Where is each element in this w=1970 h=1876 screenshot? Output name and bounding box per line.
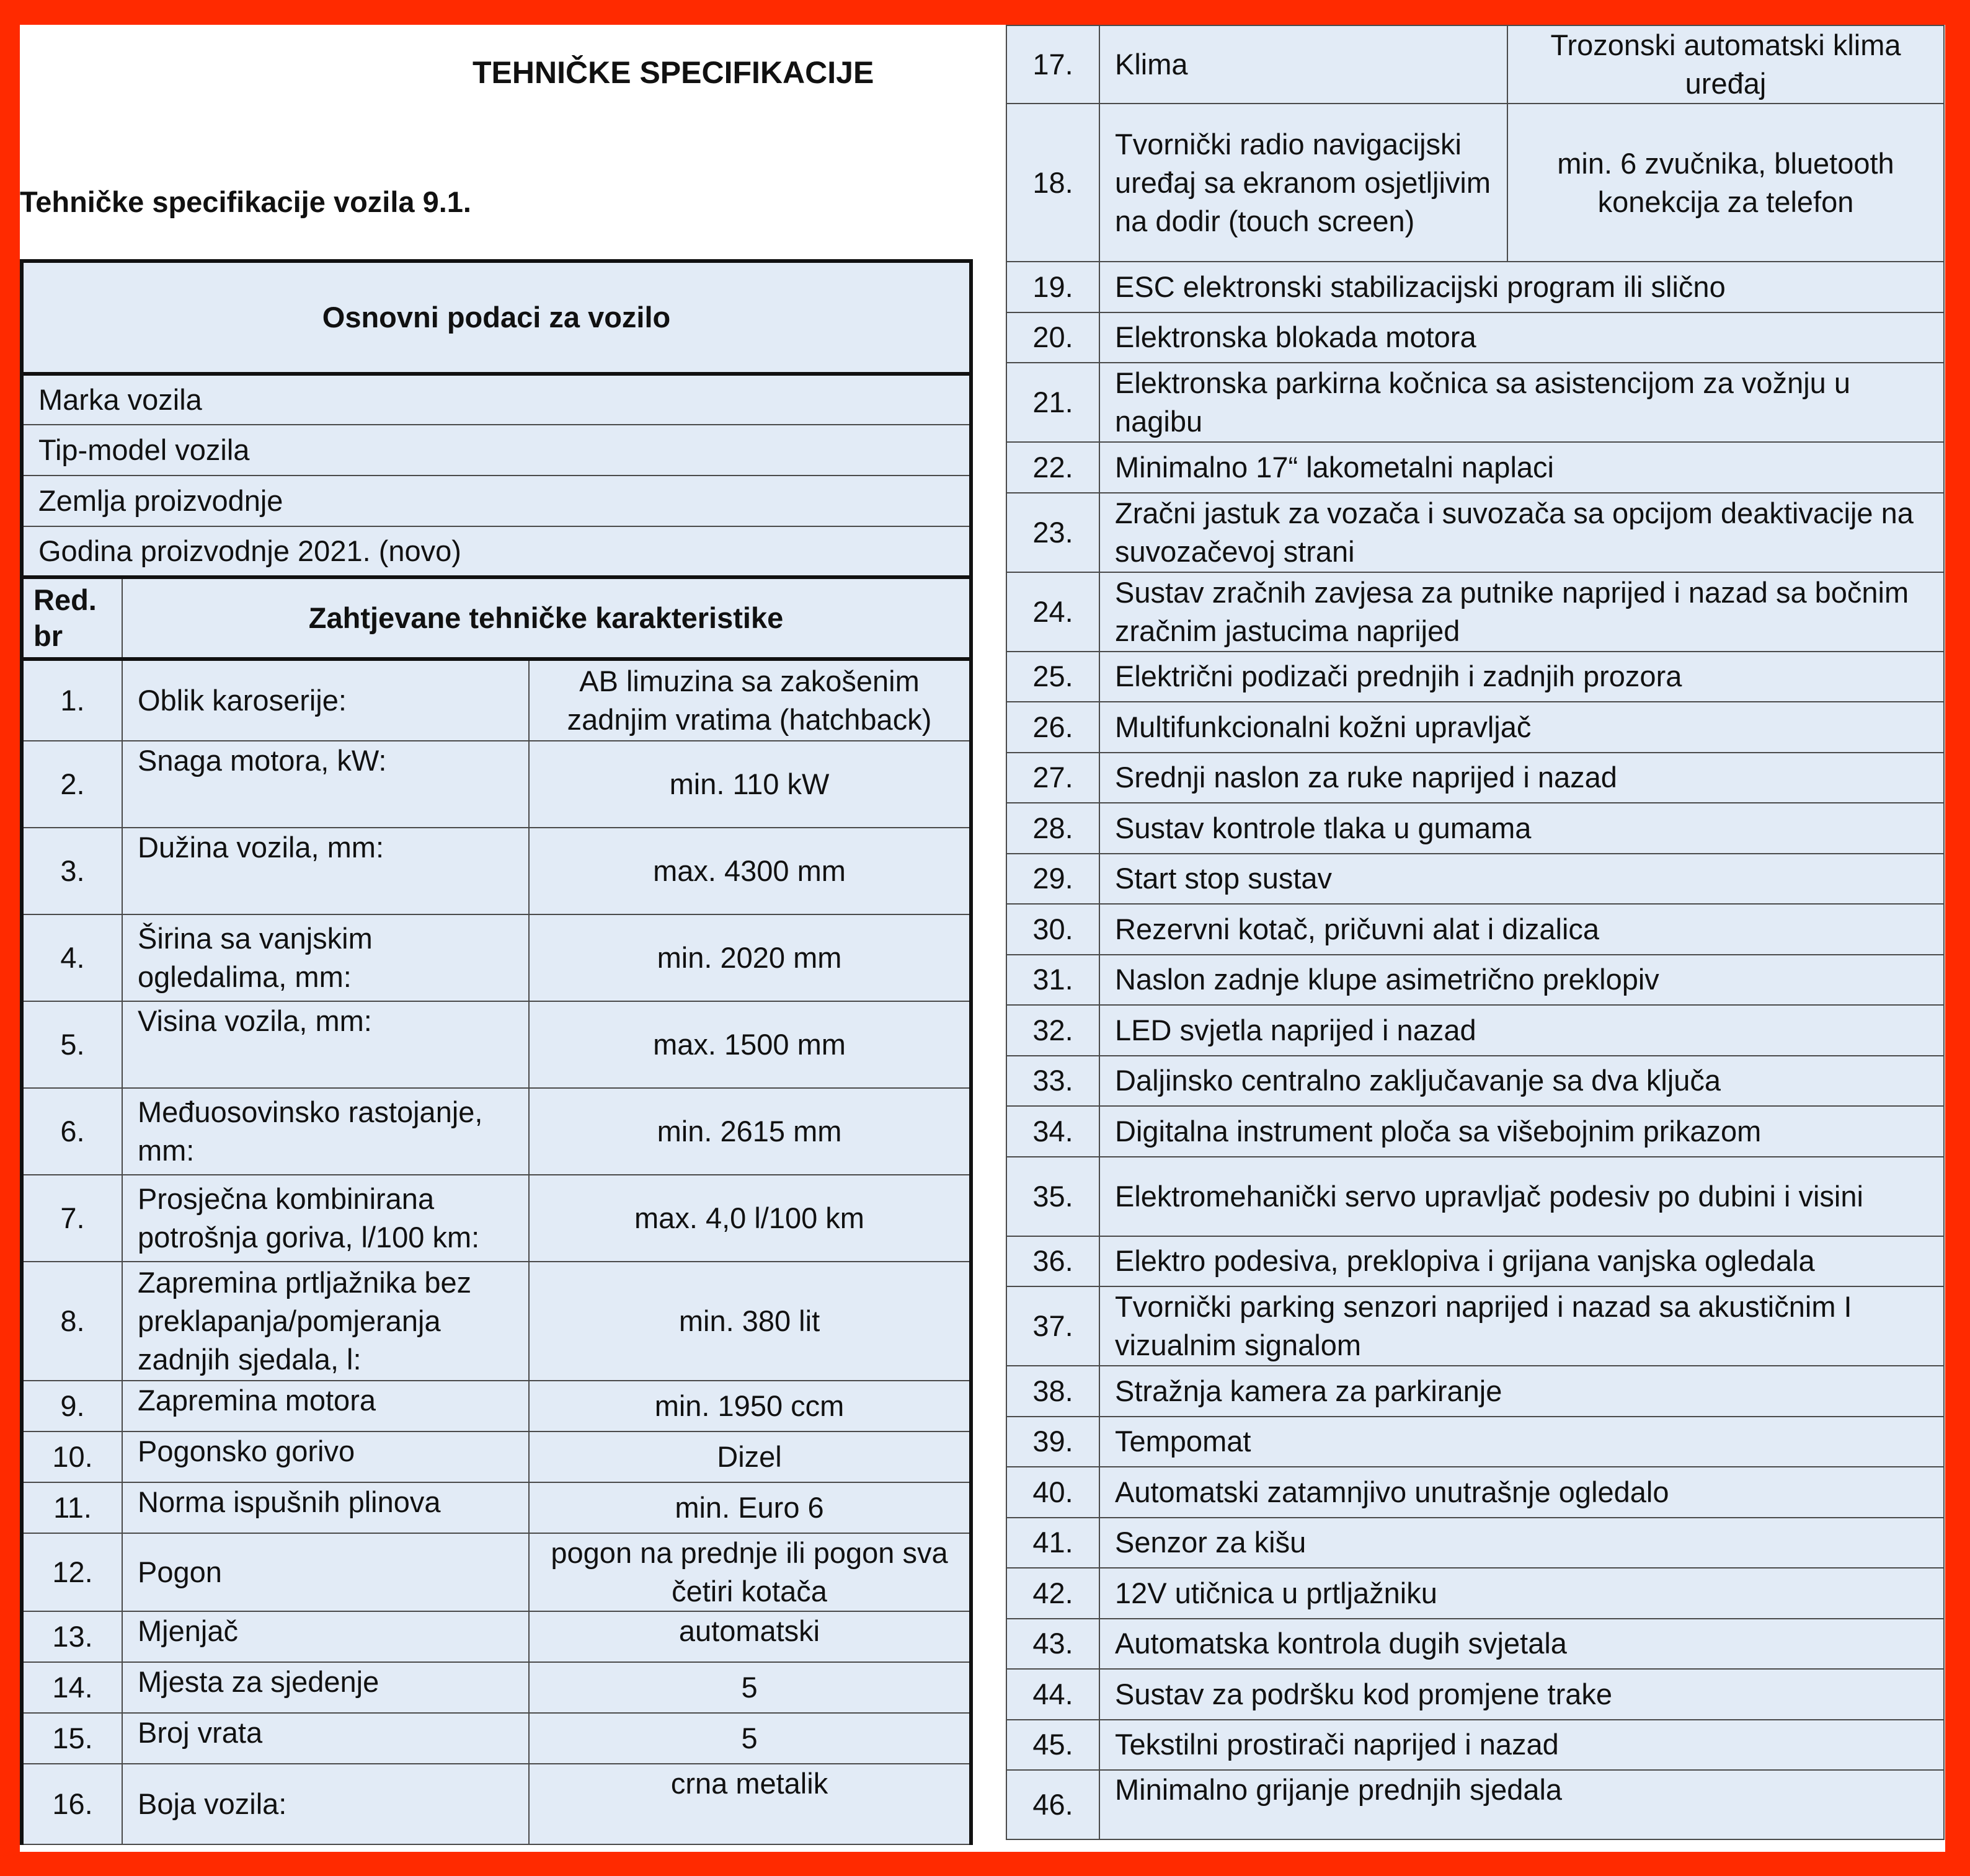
feature-row bbox=[1006, 1518, 1944, 1568]
feature-text: Start stop sustav bbox=[1099, 854, 1944, 905]
basic-row bbox=[22, 526, 971, 577]
basic-row-label: Tip-model vozila bbox=[22, 425, 971, 476]
feature-row bbox=[1006, 1236, 1944, 1287]
feature-number: 46. bbox=[1006, 1770, 1099, 1839]
feature-text: Rezervni kotač, pričuvni alat i dizalica bbox=[1099, 904, 1944, 955]
feature-text: Automatska kontrola dugih svjetala bbox=[1099, 1619, 1944, 1670]
feature-number: 34. bbox=[1006, 1106, 1099, 1157]
spec-column-header-row bbox=[22, 577, 971, 659]
spec-value: Trozonski automatski klima uređaj bbox=[1507, 25, 1944, 104]
feature-text: 12V utičnica u prtljažniku bbox=[1099, 1568, 1944, 1619]
feature-number: 26. bbox=[1006, 702, 1099, 753]
spec-row bbox=[22, 659, 971, 741]
feature-text: Elektro podesiva, preklopiva i grijana vanjska ogledala bbox=[1099, 1236, 1944, 1287]
spec-name: Širina sa vanjskim ogledalima, mm: bbox=[122, 914, 529, 1001]
spec-number: 9. bbox=[22, 1381, 122, 1431]
spec-number: 2. bbox=[22, 741, 122, 828]
spec-value: min. Euro 6 bbox=[529, 1482, 971, 1533]
spec-row bbox=[22, 1713, 971, 1764]
spec-value: pogon na prednje ili pogon sva četiri kotača bbox=[529, 1533, 971, 1611]
feature-text: Minimalno 17“ lakometalni naplaci bbox=[1099, 442, 1944, 493]
feature-number: 37. bbox=[1006, 1286, 1099, 1366]
spec-name: Oblik karoserije: bbox=[122, 659, 529, 741]
spec-row bbox=[22, 1662, 971, 1713]
feature-number: 40. bbox=[1006, 1467, 1099, 1518]
spec-name: Tvornički radio navigacijski uređaj sa ekranom osjetljivim na dodir (touch screen) bbox=[1099, 104, 1507, 262]
spec-value: min. 110 kW bbox=[529, 741, 971, 828]
spec-name: Klima bbox=[1099, 25, 1507, 104]
spec-number: 16. bbox=[22, 1764, 122, 1844]
feature-number: 42. bbox=[1006, 1568, 1099, 1619]
feature-row bbox=[1006, 1770, 1944, 1839]
feature-text: Daljinsko centralno zaključavanje sa dva ključa bbox=[1099, 1056, 1944, 1107]
spec-value: min. 2020 mm bbox=[529, 914, 971, 1001]
spec-row bbox=[22, 1175, 971, 1262]
feature-number: 33. bbox=[1006, 1056, 1099, 1107]
spec-row bbox=[22, 1431, 971, 1482]
spec-value: 5 bbox=[529, 1713, 971, 1764]
feature-number: 38. bbox=[1006, 1366, 1099, 1417]
spec-name: Dužina vozila, mm: bbox=[122, 828, 529, 914]
column-header-number-line2: br bbox=[33, 619, 63, 652]
spec-value: automatski bbox=[529, 1611, 971, 1662]
feature-row bbox=[1006, 1005, 1944, 1056]
spec-row bbox=[22, 1001, 971, 1088]
basic-row bbox=[22, 425, 971, 476]
vehicle-spec-table-right bbox=[1006, 25, 1945, 1840]
feature-row bbox=[1006, 363, 1944, 442]
feature-number: 45. bbox=[1006, 1720, 1099, 1771]
feature-number: 43. bbox=[1006, 1619, 1099, 1670]
spec-value: crna metalik bbox=[529, 1764, 971, 1844]
feature-row bbox=[1006, 1366, 1944, 1417]
spec-number: 5. bbox=[22, 1001, 122, 1088]
feature-text: Naslon zadnje klupe asimetrično preklopiv bbox=[1099, 955, 1944, 1006]
basic-section-heading: Osnovni podaci za vozilo bbox=[22, 261, 971, 374]
spec-row bbox=[22, 1611, 971, 1662]
feature-text: LED svjetla naprijed i nazad bbox=[1099, 1005, 1944, 1056]
spec-name: Norma ispušnih plinova bbox=[122, 1482, 529, 1533]
spec-name: Zapremina prtljažnika bez preklapanja/pomjeranja zadnjih sjedala, l: bbox=[122, 1262, 529, 1381]
feature-text: Elektromehanički servo upravljač podesiv po dubini i visini bbox=[1099, 1157, 1944, 1236]
column-header-number bbox=[22, 577, 122, 659]
feature-number: 39. bbox=[1006, 1417, 1099, 1467]
spec-number: 6. bbox=[22, 1088, 122, 1175]
basic-row bbox=[22, 476, 971, 526]
spec-value: max. 4300 mm bbox=[529, 828, 971, 914]
feature-row bbox=[1006, 955, 1944, 1006]
column-header-number-line1: Red. bbox=[33, 583, 97, 616]
spec-number: 11. bbox=[22, 1482, 122, 1533]
feature-row bbox=[1006, 1106, 1944, 1157]
basic-row-label: Godina proizvodnje 2021. (novo) bbox=[22, 526, 971, 577]
spec-name: Mjesta za sjedenje bbox=[122, 1662, 529, 1713]
basic-row-label: Zemlja proizvodnje bbox=[22, 476, 971, 526]
feature-text: Automatski zatamnjivo unutrašnje ogledalo bbox=[1099, 1467, 1944, 1518]
vehicle-spec-table-left bbox=[20, 259, 973, 1845]
spec-value: min. 6 zvučnika, bluetooth konekcija za telefon bbox=[1507, 104, 1944, 262]
feature-row bbox=[1006, 262, 1944, 312]
document-subtitle: Tehničke specifikacije vozila 9.1. bbox=[20, 185, 471, 218]
spec-row bbox=[22, 1088, 971, 1175]
feature-number: 27. bbox=[1006, 753, 1099, 803]
feature-row bbox=[1006, 753, 1944, 803]
feature-row bbox=[1006, 1720, 1944, 1771]
feature-row bbox=[1006, 442, 1944, 493]
feature-row bbox=[1006, 1056, 1944, 1107]
spec-name: Pogonsko gorivo bbox=[122, 1431, 529, 1482]
feature-text: Sustav kontrole tlaka u gumama bbox=[1099, 803, 1944, 854]
spec-number: 1. bbox=[22, 659, 122, 741]
feature-row bbox=[1006, 904, 1944, 955]
feature-number: 29. bbox=[1006, 854, 1099, 905]
feature-text: Tempomat bbox=[1099, 1417, 1944, 1467]
feature-number: 21. bbox=[1006, 363, 1099, 442]
spec-value: min. 380 lit bbox=[529, 1262, 971, 1381]
feature-text: Digitalna instrument ploča sa višebojnim prikazom bbox=[1099, 1106, 1944, 1157]
spec-row bbox=[22, 1533, 971, 1611]
column-header-characteristics: Zahtjevane tehničke karakteristike bbox=[122, 577, 971, 659]
spec-name: Zapremina motora bbox=[122, 1381, 529, 1431]
feature-number: 41. bbox=[1006, 1518, 1099, 1568]
spec-value: max. 4,0 l/100 km bbox=[529, 1175, 971, 1262]
spec-number: 4. bbox=[22, 914, 122, 1001]
feature-number: 44. bbox=[1006, 1669, 1099, 1720]
feature-text: Stražnja kamera za parkiranje bbox=[1099, 1366, 1944, 1417]
spec-value: max. 1500 mm bbox=[529, 1001, 971, 1088]
feature-text: Minimalno grijanje prednjih sjedala bbox=[1099, 1770, 1944, 1839]
document-page bbox=[20, 25, 1945, 1852]
spec-name: Broj vrata bbox=[122, 1713, 529, 1764]
feature-number: 32. bbox=[1006, 1005, 1099, 1056]
feature-number: 23. bbox=[1006, 493, 1099, 572]
spec-number: 13. bbox=[22, 1611, 122, 1662]
feature-text: Električni podizači prednjih i zadnjih prozora bbox=[1099, 652, 1944, 702]
spec-number: 12. bbox=[22, 1533, 122, 1611]
spec-value: Dizel bbox=[529, 1431, 971, 1482]
feature-number: 35. bbox=[1006, 1157, 1099, 1236]
spec-number: 14. bbox=[22, 1662, 122, 1713]
feature-number: 28. bbox=[1006, 803, 1099, 854]
spec-number: 3. bbox=[22, 828, 122, 914]
feature-text: Srednji naslon za ruke naprijed i nazad bbox=[1099, 753, 1944, 803]
feature-number: 25. bbox=[1006, 652, 1099, 702]
feature-number: 19. bbox=[1006, 262, 1099, 312]
feature-row bbox=[1006, 572, 1944, 652]
spec-name: Mjenjač bbox=[122, 1611, 529, 1662]
feature-row bbox=[1006, 1669, 1944, 1720]
spec-value: min. 1950 ccm bbox=[529, 1381, 971, 1431]
feature-text: Elektronska blokada motora bbox=[1099, 312, 1944, 363]
spec-value: AB limuzina sa zakošenim zadnjim vratima (hatchback) bbox=[529, 659, 971, 741]
spec-number: 7. bbox=[22, 1175, 122, 1262]
spec-row bbox=[22, 1482, 971, 1533]
feature-row bbox=[1006, 1619, 1944, 1670]
feature-text: Sustav za podršku kod promjene trake bbox=[1099, 1669, 1944, 1720]
spec-row bbox=[1006, 25, 1944, 104]
feature-list bbox=[1006, 262, 1944, 1839]
feature-number: 22. bbox=[1006, 442, 1099, 493]
feature-number: 24. bbox=[1006, 572, 1099, 652]
feature-row bbox=[1006, 493, 1944, 572]
feature-text: Zračni jastuk za vozača i suvozača sa opcijom deaktivacije na suvozačevoj strani bbox=[1099, 493, 1944, 572]
spec-value: min. 2615 mm bbox=[529, 1088, 971, 1175]
feature-row bbox=[1006, 854, 1944, 905]
feature-row bbox=[1006, 1467, 1944, 1518]
spec-number: 18. bbox=[1006, 104, 1099, 262]
spec-row bbox=[22, 828, 971, 914]
feature-text: Elektronska parkirna kočnica sa asistencijom za vožnju u nagibu bbox=[1099, 363, 1944, 442]
spec-row bbox=[22, 914, 971, 1001]
spec-number: 10. bbox=[22, 1431, 122, 1482]
spec-number: 8. bbox=[22, 1262, 122, 1381]
feature-row bbox=[1006, 1286, 1944, 1366]
feature-text: Multifunkcionalni kožni upravljač bbox=[1099, 702, 1944, 753]
spec-row bbox=[22, 1381, 971, 1431]
feature-row bbox=[1006, 1417, 1944, 1467]
feature-number: 20. bbox=[1006, 312, 1099, 363]
feature-row bbox=[1006, 702, 1944, 753]
feature-row bbox=[1006, 1568, 1944, 1619]
spec-name: Visina vozila, mm: bbox=[122, 1001, 529, 1088]
spec-name: Međuosovinsko rastojanje, mm: bbox=[122, 1088, 529, 1175]
spec-row bbox=[1006, 104, 1944, 262]
spec-number: 17. bbox=[1006, 25, 1099, 104]
spec-name: Snaga motora, kW: bbox=[122, 741, 529, 828]
feature-text: Tvornički parking senzori naprijed i nazad sa akustičnim I vizualnim signalom bbox=[1099, 1286, 1944, 1366]
feature-text: Sustav zračnih zavjesa za putnike naprijed i nazad sa bočnim zračnim jastucima naprijed bbox=[1099, 572, 1944, 652]
spec-name: Prosječna kombinirana potrošnja goriva, l/100 km: bbox=[122, 1175, 529, 1262]
spec-name: Pogon bbox=[122, 1533, 529, 1611]
feature-text: Tekstilni prostirači naprijed i nazad bbox=[1099, 1720, 1944, 1771]
feature-number: 31. bbox=[1006, 955, 1099, 1006]
feature-row bbox=[1006, 652, 1944, 702]
feature-number: 36. bbox=[1006, 1236, 1099, 1287]
feature-row bbox=[1006, 803, 1944, 854]
feature-text: Senzor za kišu bbox=[1099, 1518, 1944, 1568]
spec-number: 15. bbox=[22, 1713, 122, 1764]
document-title: TEHNIČKE SPECIFIKACIJE bbox=[473, 55, 874, 90]
spec-row bbox=[22, 1262, 971, 1381]
spec-row bbox=[22, 741, 971, 828]
spec-row bbox=[22, 1764, 971, 1844]
feature-number: 30. bbox=[1006, 904, 1099, 955]
feature-row bbox=[1006, 312, 1944, 363]
basic-section-header-row bbox=[22, 261, 971, 374]
basic-row-label: Marka vozila bbox=[22, 374, 971, 425]
basic-row bbox=[22, 374, 971, 425]
spec-name: Boja vozila: bbox=[122, 1764, 529, 1844]
feature-row bbox=[1006, 1157, 1944, 1236]
feature-text: ESC elektronski stabilizacijski program ili slično bbox=[1099, 262, 1944, 312]
spec-value: 5 bbox=[529, 1662, 971, 1713]
